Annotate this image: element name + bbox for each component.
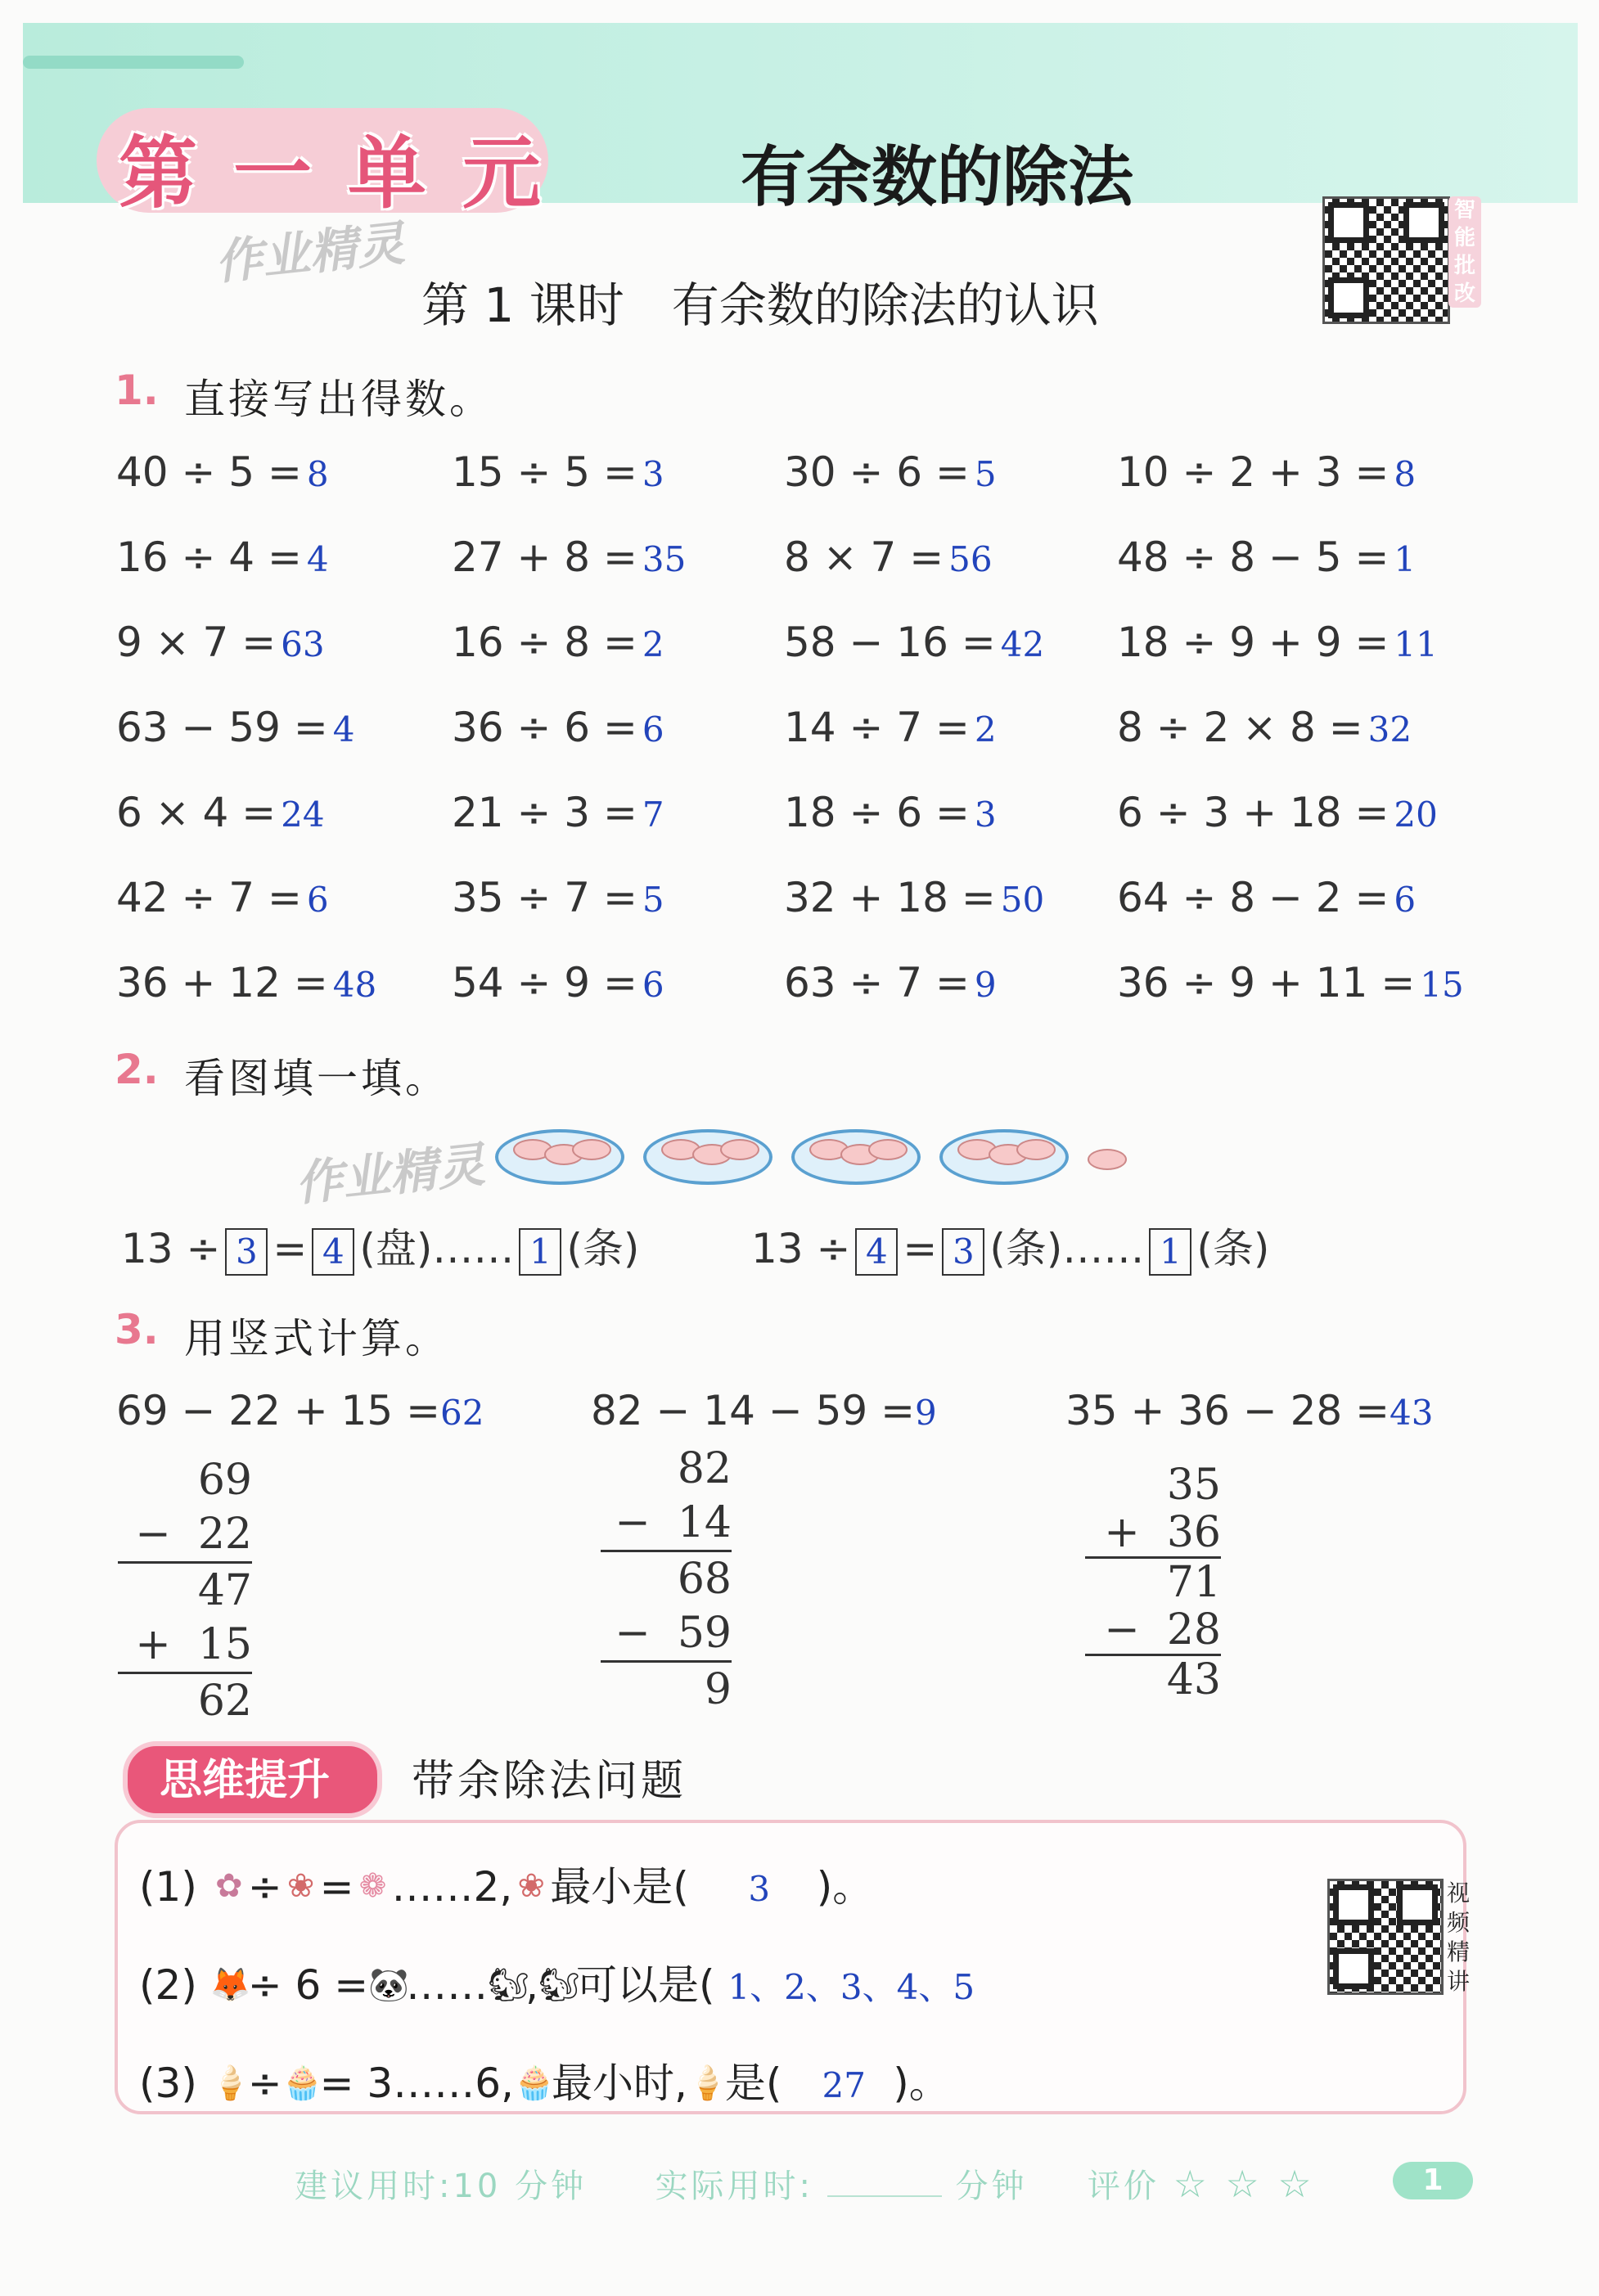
q1-answer[interactable]: 3	[974, 795, 997, 835]
q2-eq2-box-1[interactable]: 4	[855, 1228, 898, 1276]
vertical-calc-1: 69 − 22 47 + 15 62	[118, 1453, 252, 1728]
q1-answer[interactable]: 15	[1420, 965, 1464, 1005]
q1-answer[interactable]: 11	[1394, 624, 1438, 664]
footer-rating-label: 评价	[1087, 2168, 1160, 2205]
q1-expression: 15 ÷ 5 =	[452, 448, 637, 496]
footer-time-blank[interactable]	[827, 2195, 942, 2197]
q1-answer[interactable]: 63	[281, 624, 325, 664]
footer-actual-time: 实际用时:	[655, 2168, 814, 2205]
q1-item	[116, 704, 354, 751]
q1-expression: 16 ÷ 4 =	[116, 533, 302, 581]
q1-expression: 63 − 59 =	[116, 704, 328, 751]
q2-eq1-box-1[interactable]: 3	[225, 1228, 268, 1276]
qr-code-icon[interactable]	[1322, 196, 1450, 324]
q2-number: 2.	[115, 1046, 159, 1093]
q1-expression: 16 ÷ 8 =	[452, 619, 637, 666]
q1-expression: 30 ÷ 6 =	[784, 448, 970, 496]
thinking-q3: (3) 🍦÷🧁= 3……6,🧁最小时,🍦是( 27 )。	[139, 2051, 950, 2109]
q1-expression: 54 ÷ 9 =	[452, 959, 637, 1006]
single-fish-icon	[1088, 1149, 1127, 1170]
q1-expression: 58 − 16 =	[784, 619, 996, 666]
q1-answer[interactable]: 4	[306, 539, 329, 579]
q1-expression: 32 + 18 =	[784, 874, 996, 921]
q1-answer[interactable]: 48	[332, 965, 377, 1005]
q1-item	[784, 533, 993, 581]
q1-expression: 48 ÷ 8 − 5 =	[1117, 533, 1390, 581]
q1-expression: 10 ÷ 2 + 3 =	[1117, 448, 1390, 496]
unit-title: 有余数的除法	[741, 139, 1133, 215]
qr-tag-smart-grading: 智 能 批 改	[1448, 196, 1481, 308]
q3-problem-3: 35 + 36 − 28 =43	[1065, 1387, 1434, 1434]
q1-answer[interactable]: 56	[948, 539, 993, 579]
cupcake-icon: 🧁	[282, 2064, 323, 2102]
tulip-icon: ❁	[358, 1866, 387, 1905]
panda-icon: 🐼	[368, 1965, 409, 2004]
q1-expression: 9 × 7 =	[116, 619, 277, 666]
q2-equation-1: 13 ÷ 3 = 4 (盘)…… 1 (条)	[121, 1216, 639, 1276]
q3-problem-2: 82 − 14 − 59 =9	[591, 1387, 937, 1434]
q1-item	[116, 533, 329, 581]
q1-answer[interactable]: 8	[1394, 454, 1417, 494]
squirrel-icon: 🐿	[488, 1965, 529, 2004]
q1-expression: 18 ÷ 6 =	[784, 789, 970, 836]
q1-answer[interactable]: 2	[974, 709, 997, 750]
q1-answer[interactable]: 24	[281, 795, 325, 835]
thinking-badge-label: 思维提升	[160, 1756, 331, 1805]
q1-answer[interactable]: 6	[1394, 880, 1417, 920]
watermark-2: 作业精灵	[292, 1137, 488, 1212]
q1-answer[interactable]: 5	[642, 880, 664, 920]
q1-item	[784, 874, 1044, 921]
q3-answer-1[interactable]: 62	[440, 1393, 484, 1433]
q1-item	[784, 619, 1044, 666]
q1-answer[interactable]: 5	[974, 454, 997, 494]
q1-item	[116, 619, 325, 666]
q2-equation-2: 13 ÷ 4 = 3 (条)…… 1 (条)	[751, 1216, 1269, 1276]
q1-answer[interactable]: 50	[1000, 880, 1045, 920]
q1-expression: 14 ÷ 7 =	[784, 704, 970, 751]
q1-item	[1117, 959, 1464, 1006]
q1-item	[452, 959, 664, 1006]
q1-title: 直接写出得数。	[184, 376, 493, 423]
q1-expression: 18 ÷ 9 + 9 =	[1117, 619, 1390, 666]
q1-expression: 35 ÷ 7 =	[452, 874, 637, 921]
q3-answer-3[interactable]: 43	[1390, 1393, 1434, 1433]
q2-eq2-box-3[interactable]: 1	[1149, 1228, 1191, 1276]
q1-item	[784, 959, 997, 1006]
q1-item	[1117, 448, 1416, 496]
vertical-calc-3: 35 + 36 71 − 28 43	[1085, 1461, 1221, 1704]
thinking-q1-answer[interactable]: 3	[748, 1869, 771, 1909]
q1-item	[116, 959, 376, 1006]
q1-expression: 36 ÷ 9 + 11 =	[1117, 959, 1416, 1006]
q1-expression: 40 ÷ 5 =	[116, 448, 302, 496]
q1-item	[784, 789, 997, 836]
q1-item	[116, 789, 325, 836]
q1-item	[1117, 533, 1416, 581]
icecream-icon: 🍦	[687, 2064, 728, 2102]
footer-suggested-time: 建议用时:10 分钟	[295, 2168, 588, 2205]
star-icon[interactable]: ☆ ☆ ☆	[1173, 2162, 1315, 2206]
plates-illustration	[495, 1129, 1127, 1188]
q1-answer[interactable]: 3	[642, 454, 664, 494]
q1-expression: 8 ÷ 2 × 8 =	[1117, 704, 1363, 751]
q3-answer-2[interactable]: 9	[915, 1393, 937, 1433]
q3-problem-1: 69 − 22 + 15 =62	[116, 1387, 484, 1434]
q1-answer[interactable]: 32	[1367, 709, 1412, 750]
q1-answer[interactable]: 6	[306, 880, 329, 920]
q1-number: 1.	[115, 367, 159, 414]
q1-item	[452, 448, 664, 496]
q1-item	[784, 448, 997, 496]
icecream-icon: 🍦	[209, 2064, 251, 2102]
q1-item	[1117, 619, 1438, 666]
q1-expression: 27 + 8 =	[452, 533, 637, 581]
q1-expression: 63 ÷ 7 =	[784, 959, 970, 1006]
q1-item	[1117, 789, 1438, 836]
q1-expression: 36 ÷ 6 =	[452, 704, 637, 751]
thinking-q3-answer[interactable]: 27	[822, 2065, 866, 2105]
q1-item	[452, 533, 686, 581]
q1-item	[784, 704, 997, 751]
q1-answer[interactable]: 9	[974, 965, 997, 1005]
thinking-q2-answer[interactable]: 1、2、3、4、5	[727, 1967, 975, 2007]
flower-icon: ❀	[517, 1866, 546, 1905]
thinking-q2: (2) 🦊÷ 6 =🐼……🐿,🐿可以是( 1、2、3、4、5	[139, 1952, 975, 2011]
q1-expression: 6 × 4 =	[116, 789, 277, 836]
q1-expression: 8 × 7 =	[784, 533, 944, 581]
q2-eq1-box-3[interactable]: 1	[519, 1228, 561, 1276]
q1-answer[interactable]: 20	[1394, 795, 1438, 835]
q1-expression: 42 ÷ 7 =	[116, 874, 302, 921]
q1-item	[452, 704, 664, 751]
video-qr-code-icon[interactable]	[1327, 1879, 1444, 1995]
q1-item	[1117, 704, 1412, 751]
qr-tag-video: 视 频 精 讲	[1446, 1880, 1470, 1995]
q3-title: 用竖式计算。	[184, 1315, 449, 1362]
q1-answer[interactable]: 42	[1000, 624, 1045, 664]
q1-expression: 36 + 12 =	[116, 959, 328, 1006]
q1-expression: 6 ÷ 3 + 18 =	[1117, 789, 1390, 836]
page-number: 1	[1393, 2162, 1473, 2199]
q2-eq2-box-2[interactable]: 3	[942, 1228, 984, 1276]
q2-eq1-box-2[interactable]: 4	[312, 1228, 354, 1276]
q1-item	[1117, 874, 1416, 921]
q1-item	[452, 619, 664, 666]
thinking-title: 带余除法问题	[412, 1757, 687, 1806]
q1-expression: 64 ÷ 8 − 2 =	[1117, 874, 1390, 921]
banner-stripe	[23, 56, 244, 69]
lily-icon: ✿	[214, 1866, 243, 1905]
q1-answer[interactable]: 6	[642, 709, 664, 750]
q1-expression: 21 ÷ 3 =	[452, 789, 637, 836]
q1-answer[interactable]: 1	[1394, 539, 1417, 579]
q1-item	[116, 448, 329, 496]
flower-icon: ❀	[286, 1866, 315, 1905]
q1-answer[interactable]: 6	[642, 965, 664, 1005]
unit-label: 第一单元	[119, 128, 577, 219]
vertical-calc-2: 82 − 14 68 − 59 9	[601, 1442, 732, 1717]
thinking-q1: (1) ✿ ÷ ❀ = ❁ ……2, ❀ 最小是( 3 )。	[139, 1854, 873, 1913]
q1-item	[452, 789, 664, 836]
q1-answer[interactable]: 4	[332, 709, 355, 750]
q1-item	[116, 874, 329, 921]
fox-icon: 🦊	[209, 1965, 251, 2004]
q1-answer[interactable]: 2	[642, 624, 664, 664]
watermark: 作业精灵	[212, 215, 408, 290]
squirrel-icon: 🐿	[538, 1965, 580, 2004]
q1-item	[452, 874, 664, 921]
lesson-title: 第 1 课时 有余数的除法的认识	[421, 277, 1099, 333]
q2-title: 看图填一填。	[184, 1055, 449, 1102]
cupcake-icon: 🧁	[513, 2064, 555, 2102]
footer: 建议用时:10 分钟 实际用时: 分钟 评价 ☆ ☆ ☆	[295, 2162, 1315, 2206]
q1-answer[interactable]: 8	[306, 454, 329, 494]
q1-answer[interactable]: 35	[642, 539, 687, 579]
q3-number: 3.	[115, 1306, 159, 1353]
q1-answer[interactable]: 7	[642, 795, 664, 835]
